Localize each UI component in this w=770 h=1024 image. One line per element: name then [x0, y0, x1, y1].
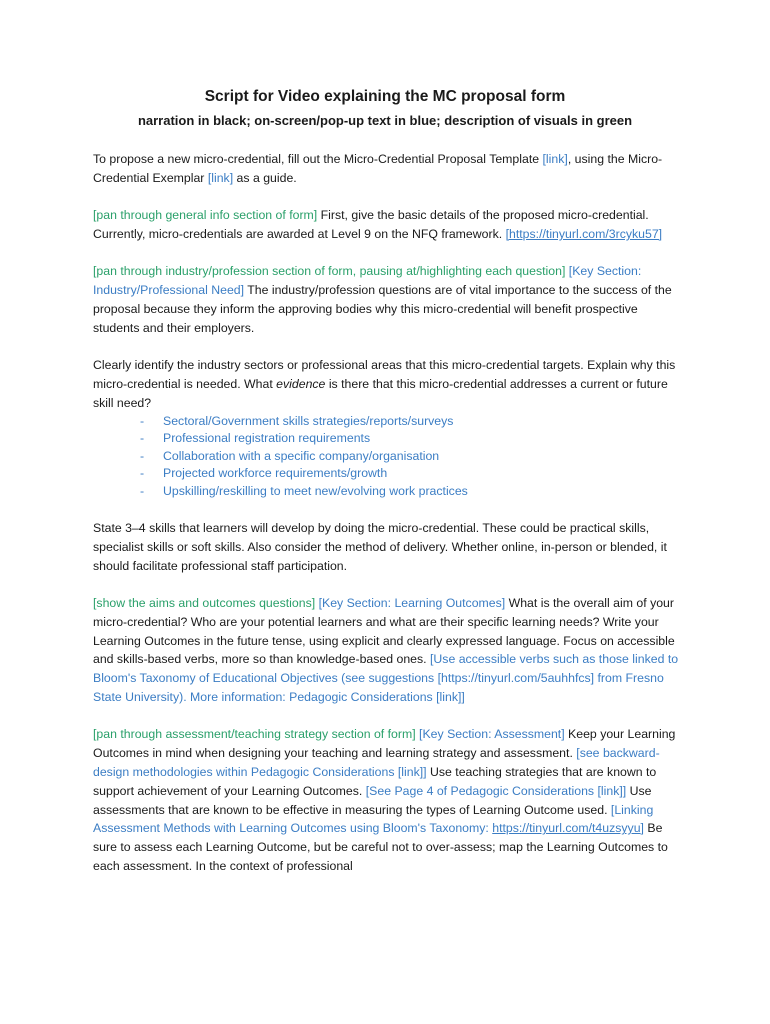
key-section-label: [Key Section: Learning Outcomes]	[315, 596, 506, 611]
paragraph-learning-outcomes	[93, 594, 683, 707]
narration-text: is there that this micro-credential addresses a current or future skill need?	[93, 376, 668, 410]
nfq-url-link[interactable]: [https://tinyurl.com/3rcyku57]	[505, 226, 663, 241]
visual-description: [show the aims and outcomes questions]	[93, 596, 316, 611]
key-section-label: [Key Section: Assessment]	[415, 727, 565, 742]
bloom-url-link[interactable]: https://tinyurl.com/t4uzsyyu	[492, 821, 641, 836]
narration-text: Be sure to assess each Learning Outcome, but be careful not to over-assess; map the Learning Outcomes to each assessment. In the context of professional	[93, 821, 668, 874]
narration-text: State 3–4 skills that learners will develop by doing the micro-credential. These could be practical skills, specialist skills or soft skills. Also consider the method of delivery. Whether online, in-person or blended, it should facilitate professional staff participation.	[93, 521, 667, 573]
paragraph-skills	[93, 519, 683, 575]
emphasis-text: evidence	[276, 376, 326, 391]
document-title: Script for Video explaining the MC proposal form	[204, 88, 566, 105]
list-item-text: Upskilling/reskilling to meet new/evolving work practices	[163, 483, 468, 498]
list-item	[93, 430, 683, 448]
template-link[interactable]: [link]	[542, 152, 568, 166]
narration-text: The industry/profession questions are of vital importance to the success of the proposal because they inform the approving bodies why this micro-credential will benefit prospective students and their employers.	[93, 283, 672, 335]
popup-text: [see backward-design methodologies within Pedagogic Considerations [link]]	[93, 746, 660, 780]
narration-text: , using the Micro-Credential Exemplar	[93, 152, 663, 185]
narration-text: Use teaching strategies that are known to support achievement of your Learning Outcomes.	[93, 765, 657, 798]
paragraph-general-info	[93, 206, 683, 244]
narration-text: What is the overall aim of your micro-credential? Who are your potential learners and what are their specific learning needs? Write your Learning Outcomes in the future tense, using explicit and clearly expressed language. Focus on accessible and skills-based verbs, more so than knowledge-based ones.	[93, 596, 675, 667]
list-item	[93, 413, 683, 431]
narration-text: To propose a new micro-credential, fill out the Micro-Credential Proposal Template	[93, 152, 543, 166]
document-subtitle: narration in black; on-screen/pop-up text in blue; description of visuals in green	[137, 113, 633, 128]
dash-bullet: -	[140, 448, 145, 463]
popup-text: [Use accessible verbs such as those linked to Bloom's Taxonomy of Educational Objectives (see suggestions [https://tinyurl.com/5auhhfcs] from Fresno State University). More information: Pedagogic Considerations [link]]	[93, 652, 679, 705]
exemplar-link[interactable]: [link]	[207, 170, 234, 185]
visual-description: [pan through assessment/teaching strategy section of form]	[93, 727, 416, 742]
narration-text: First, give the basic details of the proposed micro-credential. Currently, micro-credentials are awarded at Level 9 on the NFQ framework.	[93, 208, 649, 241]
visual-description: [pan through industry/profession section of form, pausing at/highlighting each question]	[93, 264, 566, 279]
list-item-text: Sectoral/Government skills strategies/reports/surveys	[163, 413, 454, 428]
list-item	[93, 448, 683, 466]
list-item-text: Projected workforce requirements/growth	[163, 466, 388, 481]
list-item-text: Collaboration with a specific company/organisation	[163, 448, 440, 463]
narration-text: Use assessments that are known to be effective in measuring the types of Learning Outcome used.	[93, 783, 652, 817]
dash-bullet: -	[140, 483, 145, 498]
narration-text: as a guide.	[233, 170, 297, 185]
dash-bullet: -	[140, 413, 145, 428]
list-item	[93, 483, 683, 501]
paragraph-identify-sectors	[93, 356, 683, 412]
narration-text: Keep your Learning Outcomes in mind when designing your teaching and learning strategy and assessment.	[93, 727, 676, 761]
paragraph-intro	[93, 150, 683, 188]
dash-bullet: -	[140, 466, 145, 481]
document-body	[93, 150, 683, 894]
paragraph-industry	[93, 262, 683, 337]
dash-bullet: -	[140, 431, 145, 446]
visual-description: [pan through general info section of form]	[93, 208, 318, 223]
list-item-text: Professional registration requirements	[163, 431, 371, 446]
evidence-list	[93, 413, 683, 501]
popup-text: [See Page 4 of Pedagogic Considerations [link]]	[365, 783, 627, 798]
paragraph-assessment	[93, 725, 683, 875]
key-section-label: [Key Section: Industry/Professional Need]	[93, 264, 642, 298]
popup-text: [Linking Assessment Methods with Learning Outcomes using Bloom's Taxonomy:	[93, 802, 654, 836]
popup-text: ]	[640, 821, 644, 836]
list-item	[93, 465, 683, 483]
narration-text: Clearly identify the industry sectors or professional areas that this micro-credential targets. Explain why this micro-credential is needed. What	[93, 358, 676, 391]
